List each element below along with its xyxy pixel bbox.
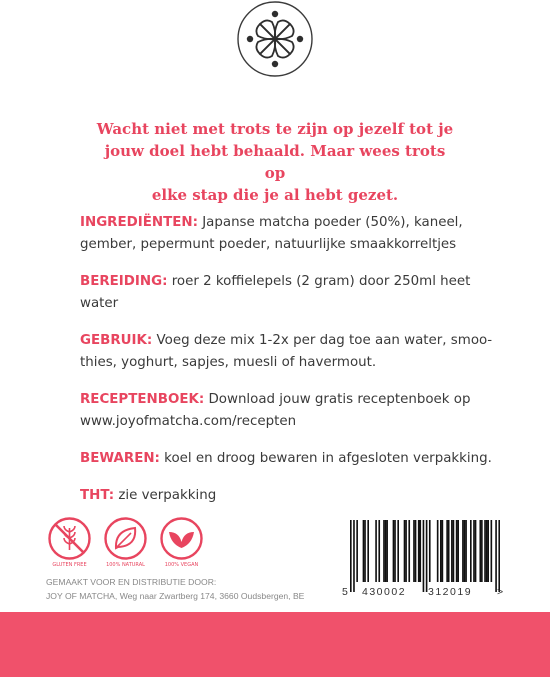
spec-value: koel en droog bewaren in afgesloten verpakking.: [164, 451, 492, 466]
barcode-bar: [481, 520, 483, 582]
product-info-list: [80, 212, 500, 522]
quote-line: elke stap die je al hebt gezet.: [151, 186, 399, 204]
barcode-bar: [404, 520, 406, 582]
barcode-bar: [426, 520, 428, 592]
barcode-bar: [448, 520, 450, 582]
vegan-badge: [158, 516, 205, 569]
barcode-bar: [386, 520, 388, 582]
wheat-crossed-icon: [47, 516, 92, 561]
barcode-bar: [385, 520, 387, 582]
quote-line: Wacht niet met trots te zijn op jezelf tot je: [96, 120, 454, 138]
barcode-bar: [429, 520, 431, 582]
barcode-bar: [440, 520, 442, 582]
quote-line: jouw doel hebt behaald. Maar wees trots op: [104, 142, 446, 182]
barcode-bar: [475, 520, 477, 582]
barcode-bar: [473, 520, 475, 582]
spec-value: Download jouw gratis receptenboek op www.joyofmatcha.com/recepten: [80, 392, 471, 429]
barcode-bar: [451, 520, 453, 582]
badge-caption: 100% VEGAN: [164, 562, 199, 568]
spec-preparation: [80, 271, 500, 315]
spec-value: roer 2 koffielepels (2 gram) door 250ml heet water: [80, 274, 471, 311]
badge-caption: GLUTEN FREE: [52, 562, 87, 568]
barcode-bar: [487, 520, 489, 582]
brand-logo-icon: [236, 0, 314, 78]
barcode-bar: [393, 520, 395, 582]
barcode-group-left: 430002: [362, 586, 407, 598]
barcode: [342, 520, 507, 602]
barcode-bar: [408, 520, 410, 582]
spec-value: Japanse matcha poeder (50%), kaneel, gember, pepermunt poeder, natuurlijke smaakkorreltjes: [80, 215, 463, 252]
barcode-bar: [495, 520, 497, 592]
barcode-bar: [350, 520, 352, 592]
natural-badge: [102, 516, 149, 569]
barcode-bar: [413, 520, 415, 582]
barcode-bar: [486, 520, 488, 582]
barcode-bar: [453, 520, 455, 582]
spec-label: INGREDIËNTEN:: [80, 215, 198, 230]
barcode-bar: [394, 520, 396, 582]
barcode-bar: [442, 520, 444, 582]
barcode-bar: [418, 520, 420, 582]
barcode-bar: [423, 520, 425, 592]
barcode-marker: >: [497, 586, 504, 598]
barcode-bar: [479, 520, 481, 582]
spec-value: Voeg deze mix 1-2x per dag toe aan water, smoothies, yoghurt, sapjes, muesli of havermout.: [80, 333, 493, 370]
spec-recipe-book: [80, 389, 500, 433]
spec-label: BEREIDING:: [80, 274, 168, 289]
barcode-bar: [437, 520, 439, 582]
barcode-bar: [462, 520, 464, 582]
spec-label: RECEPTENBOEK:: [80, 392, 205, 407]
barcode-first-digit: 5: [342, 586, 348, 598]
spec-usage: [80, 330, 500, 374]
barcode-bar: [364, 520, 366, 582]
barcode-bar: [353, 520, 355, 592]
barcode-bar: [484, 520, 486, 582]
spec-value: zie verpakking: [118, 488, 217, 503]
spec-storage: [80, 448, 500, 470]
vegan-leaves-icon: [159, 516, 204, 561]
barcode-bar: [363, 520, 365, 582]
barcode-bar: [356, 520, 358, 582]
certification-badges: [46, 516, 205, 569]
barcode-bar: [470, 520, 472, 582]
barcode-bar: [375, 520, 377, 582]
barcode-bar: [446, 520, 448, 582]
barcode-bar: [464, 520, 466, 582]
barcode-bar: [419, 520, 421, 582]
barcode-bar: [383, 520, 385, 582]
distributor-address: JOY OF MATCHA, Weg naar Zwartberg 174, 3660 Oudsbergen, BE: [46, 591, 305, 601]
barcode-bar: [397, 520, 399, 582]
footer-band: [0, 612, 550, 677]
barcode-bar: [378, 520, 380, 582]
motivational-quote: [95, 118, 455, 206]
barcode-bars: [350, 520, 500, 592]
barcode-bar: [465, 520, 467, 582]
barcode-bar: [457, 520, 459, 582]
barcode-bar: [405, 520, 407, 582]
barcode-bar: [491, 520, 493, 582]
barcode-bar: [456, 520, 458, 582]
barcode-group-right: 312019: [428, 586, 473, 598]
barcode-bar: [498, 520, 500, 592]
distributor-heading: GEMAAKT VOOR EN DISTRIBUTIE DOOR:: [46, 577, 217, 587]
spec-ingredients: [80, 212, 500, 256]
barcode-bar: [415, 520, 417, 582]
distributor-info: [46, 575, 346, 603]
leaf-icon: [103, 516, 148, 561]
spec-label: BEWAREN:: [80, 451, 160, 466]
spec-label: THT:: [80, 488, 115, 503]
gluten-free-badge: [46, 516, 93, 569]
barcode-bar: [367, 520, 369, 582]
spec-label: GEBRUIK:: [80, 333, 153, 348]
spec-best-before: [80, 485, 500, 507]
badge-caption: 100% NATURAL: [106, 562, 145, 568]
